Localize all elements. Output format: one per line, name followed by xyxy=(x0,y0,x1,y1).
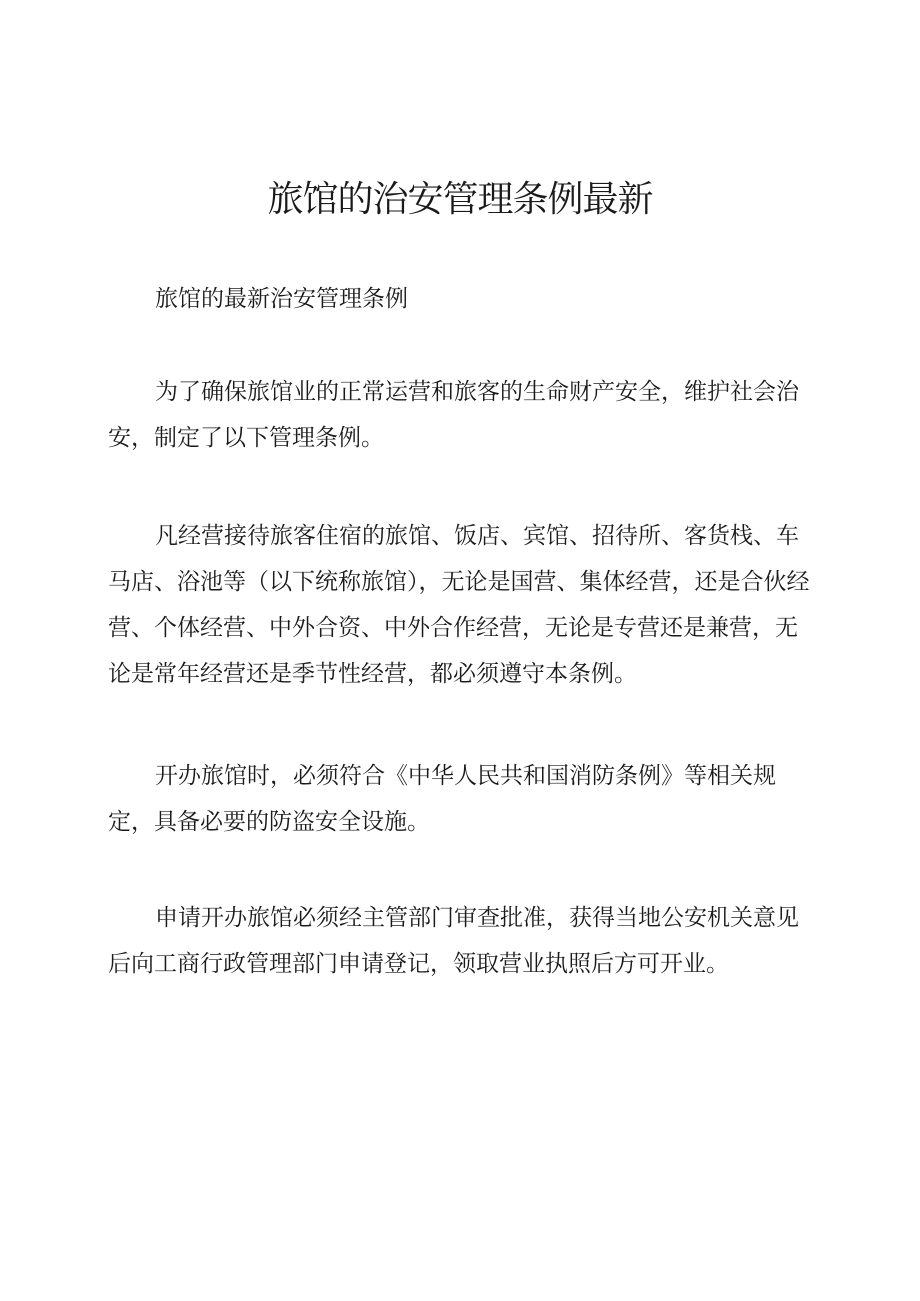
paragraph-subtitle: 旅馆的最新治安管理条例 xyxy=(155,286,408,312)
paragraph-purpose: 为了确保旅馆业的正常运营和旅客的生命财产安全，维护社会治安，制定了以下管理条例。 xyxy=(108,379,799,451)
paragraph-application: 申请开办旅馆必须经主管部门审查批准，获得当地公安机关意见后向工商行政管理部门申请登记，领取营业执照后方可开业。 xyxy=(108,905,799,977)
document-title: 旅馆的治安管理条例最新 xyxy=(267,179,653,220)
paragraph-fire-safety: 开办旅馆时，必须符合《中华人民共和国消防条例》等相关规定，具备必要的防盗安全设施。 xyxy=(108,763,776,835)
paragraph-scope: 凡经营接待旅客住宿的旅馆、饭店、宾馆、招待所、客货栈、车马店、浴池等（以下统称旅馆），无论是国营、集体经营，还是合伙经营、个体经营、中外合资、中外合作经营，无论是专营还是兼营，无论是常年经营还是季节性经营，都必须遵守本条例。 xyxy=(108,523,810,687)
